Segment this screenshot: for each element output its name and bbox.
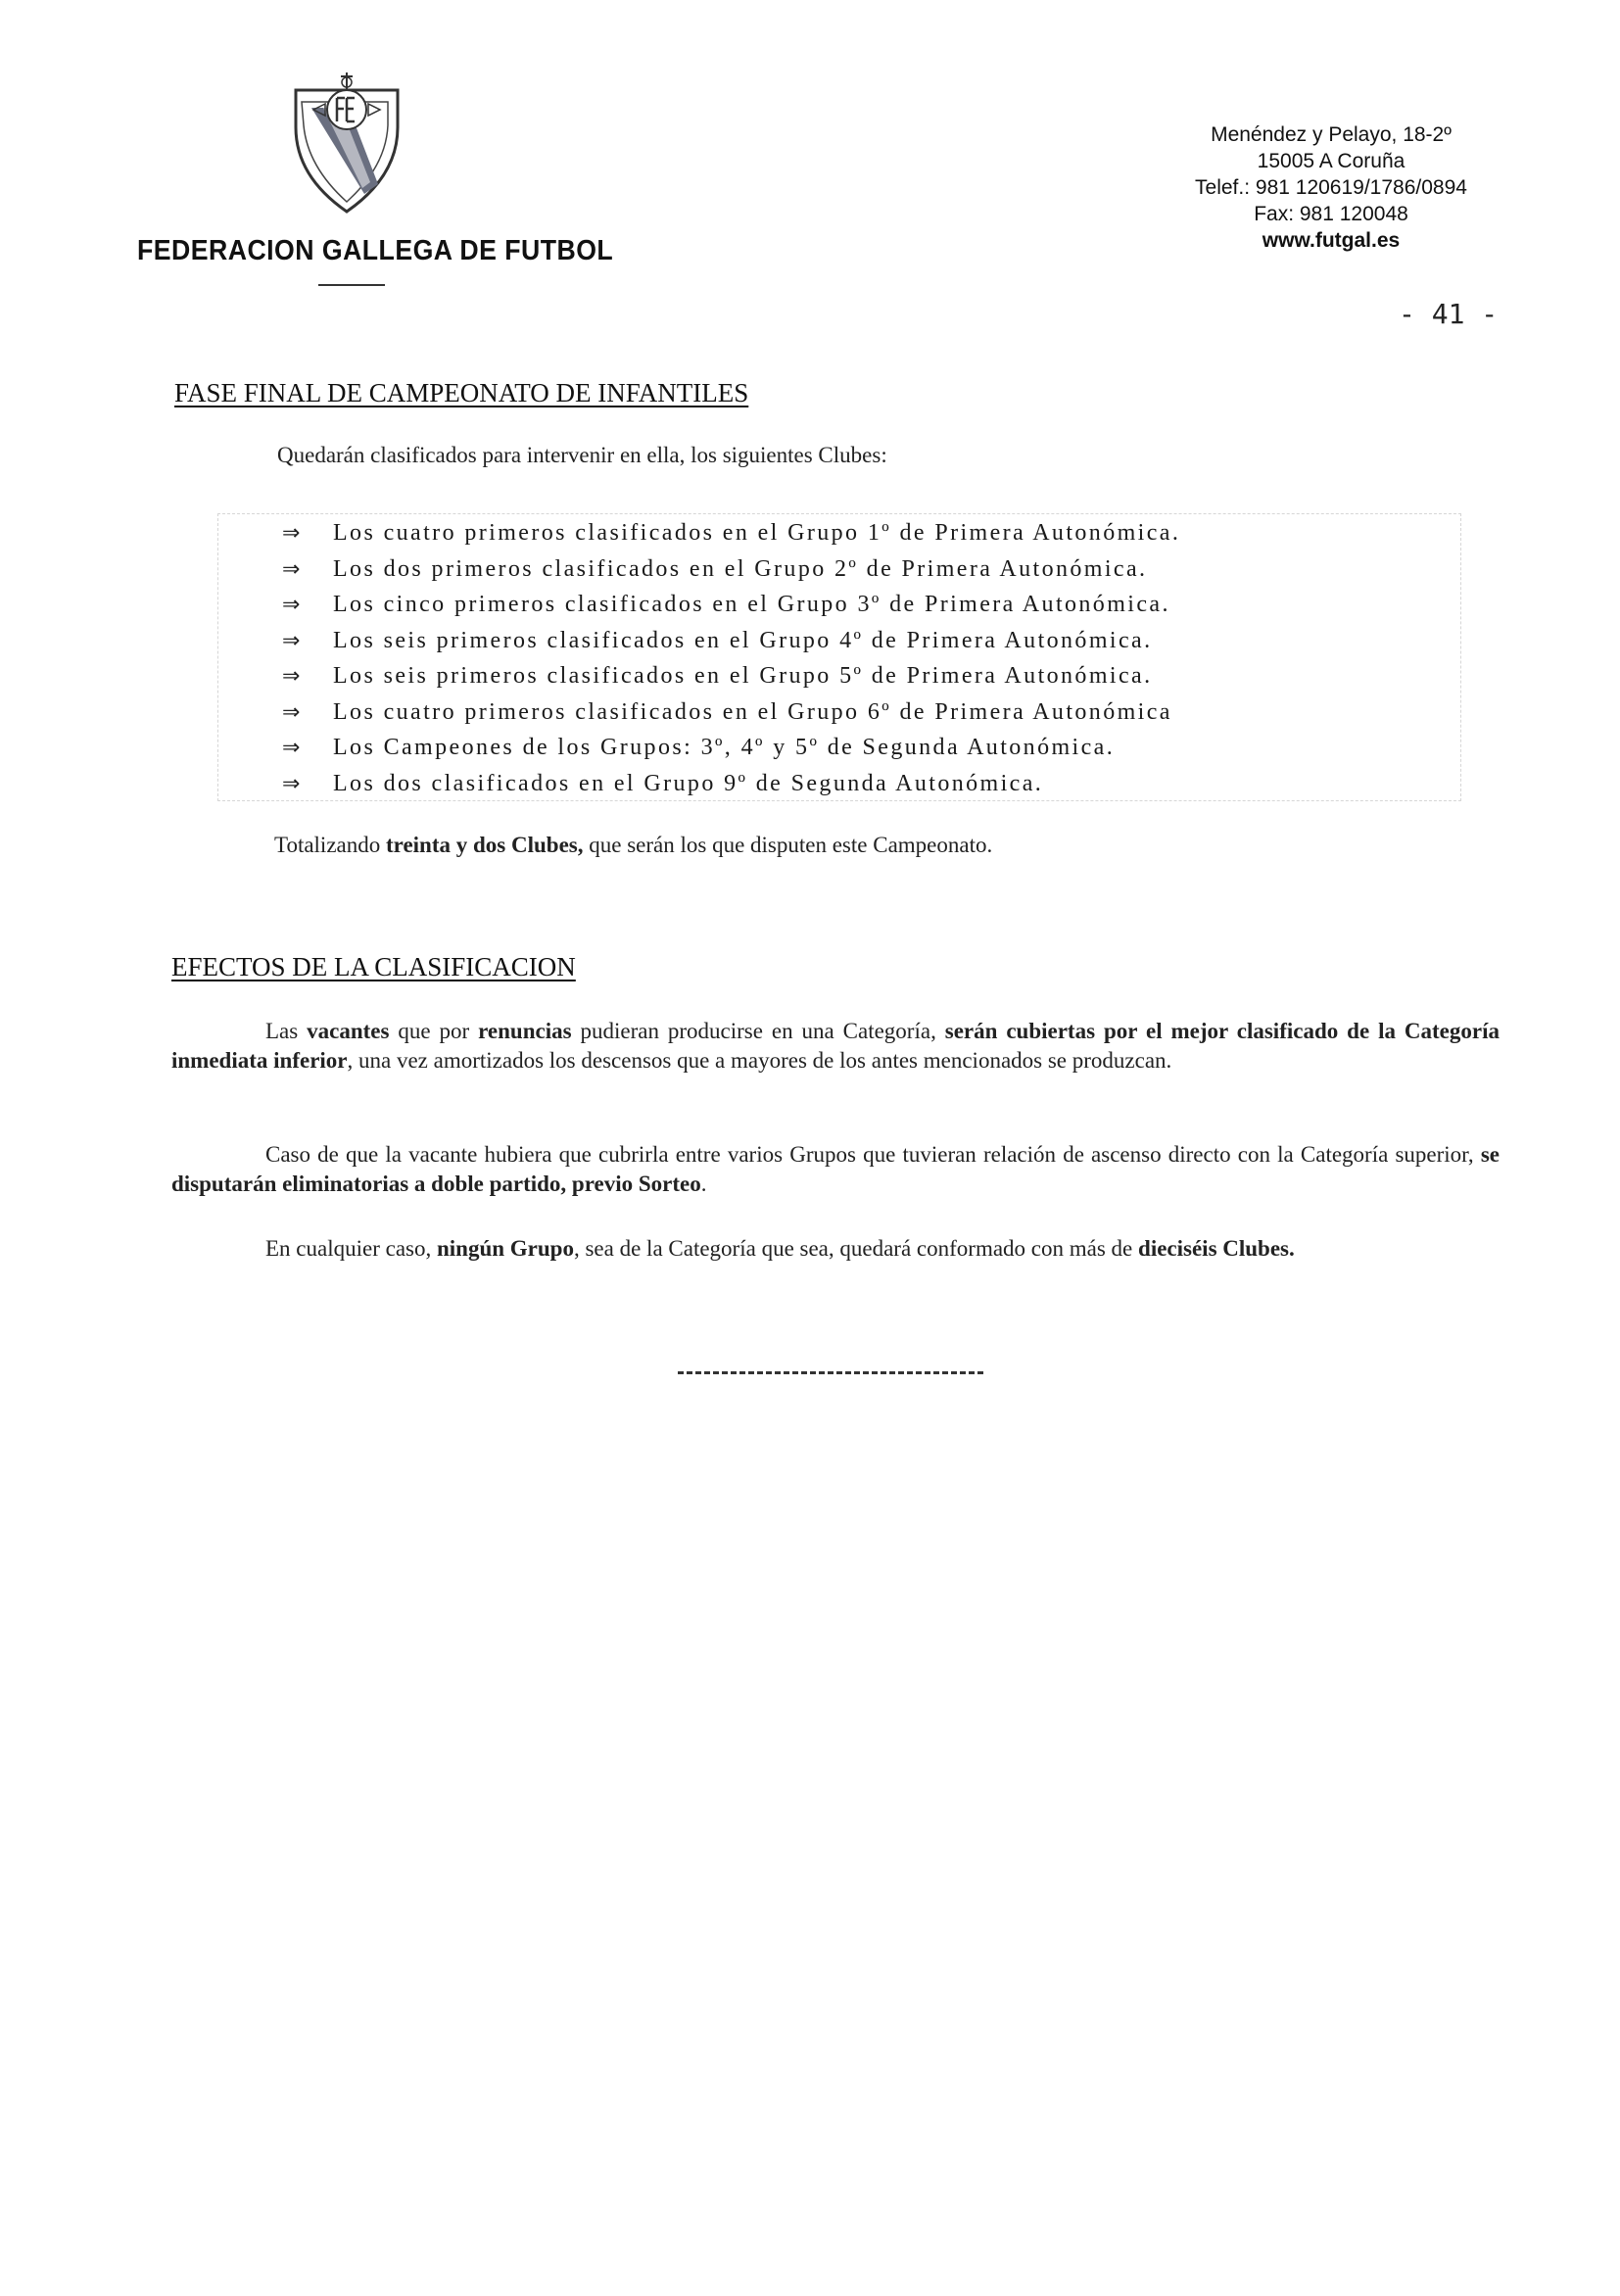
arrow-icon: ⇒ (282, 736, 301, 760)
list-item (282, 551, 1180, 588)
list-item (282, 515, 1180, 551)
total-bold: treinta y dos Clubes, (386, 833, 584, 857)
section-title-fase-final: FASE FINAL DE CAMPEONATO DE INFANTILES (174, 378, 749, 407)
list-item-text: Los seis primeros clasificados en el Grupo 4º de Primera Autonómica. (333, 627, 1153, 653)
list-item (282, 766, 1180, 802)
bold-run: dieciséis Clubes. (1138, 1236, 1295, 1261)
arrow-icon: ⇒ (282, 664, 301, 689)
address-block (1169, 121, 1493, 254)
text-run: , sea de la Categoría que sea, quedará conformado con más de (573, 1236, 1139, 1261)
federation-logo-icon (290, 69, 404, 215)
paragraph-cualquier-caso (171, 1234, 1500, 1264)
end-divider (678, 1371, 983, 1374)
total-line (274, 833, 992, 858)
list-item (282, 658, 1180, 694)
list-item-text: Los dos primeros clasificados en el Grupo 2º de Primera Autonómica. (333, 555, 1148, 582)
text-run: , una vez amortizados los descensos que a mayores de los antes mencionados se produzcan. (347, 1048, 1172, 1073)
text-run: . (700, 1172, 707, 1196)
qualifiers-list (282, 515, 1180, 801)
paragraph-vacantes (171, 1017, 1500, 1076)
website-link[interactable]: www.futgal.es (1262, 229, 1401, 252)
bold-run: renuncias (478, 1019, 572, 1043)
text-run: pudieran producirse en una Categoría, (571, 1019, 945, 1043)
list-item-text: Los dos clasificados en el Grupo 9º de Segunda Autonómica. (333, 770, 1044, 796)
list-item-text: Los Campeones de los Grupos: 3º, 4º y 5º de Segunda Autonómica. (333, 735, 1116, 760)
arrow-icon: ⇒ (282, 521, 301, 546)
paragraph-caso (171, 1140, 1500, 1199)
total-text-end: que serán los que disputen este Campeonato. (583, 833, 993, 857)
text-run: Las (265, 1019, 308, 1043)
phone-line: Telef.: 981 120619/1786/0894 (1195, 176, 1467, 199)
text-run: que por (389, 1019, 479, 1043)
address-line: 15005 A Coruña (1257, 150, 1406, 172)
list-item (282, 694, 1180, 731)
arrow-icon: ⇒ (282, 771, 301, 796)
list-item (282, 730, 1180, 766)
section-intro: Quedarán clasificados para intervenir en ella, los siguientes Clubes: (277, 443, 887, 467)
arrow-icon: ⇒ (282, 556, 301, 582)
list-item-text: Los cuatro primeros clasificados en el Grupo 1º de Primera Autonómica. (333, 520, 1181, 546)
total-text: Totalizando (274, 833, 386, 857)
bold-run: serán cubiertas por el mejor clasificado de la Categoría inmediata inferior (171, 1019, 1500, 1073)
page-number: - 41 - (1399, 298, 1499, 330)
bold-run: vacantes (307, 1019, 390, 1043)
bold-run: se disputarán eliminatorias a doble partido, previo Sorteo (171, 1142, 1500, 1196)
list-item (282, 623, 1180, 659)
arrow-icon: ⇒ (282, 628, 301, 653)
list-item-text: Los cinco primeros clasificados en el Grupo 3º de Primera Autonómica. (333, 592, 1170, 617)
list-item-text: Los seis primeros clasificados en el Grupo 5º de Primera Autonómica. (333, 663, 1153, 689)
bold-run: ningún Grupo (436, 1236, 574, 1261)
header-rule (318, 284, 385, 286)
arrow-icon: ⇒ (282, 593, 301, 617)
list-item (282, 587, 1180, 623)
section-title-efectos: EFECTOS DE LA CLASIFICACION (171, 952, 576, 981)
text-run: Caso de que la vacante hubiera que cubrirla entre varios Grupos que tuvieran relación de ascenso directo con la Categoría superior, (265, 1142, 1481, 1167)
fax-line: Fax: 981 120048 (1254, 203, 1408, 225)
address-line: Menéndez y Pelayo, 18-2º (1211, 123, 1452, 146)
text-run: En cualquier caso, (265, 1236, 437, 1261)
list-item-text: Los cuatro primeros clasificados en el Grupo 6º de Primera Autonómica (333, 698, 1172, 725)
arrow-icon: ⇒ (282, 699, 301, 725)
federation-name: FEDERACION GALLEGA DE FUTBOL (137, 235, 614, 266)
